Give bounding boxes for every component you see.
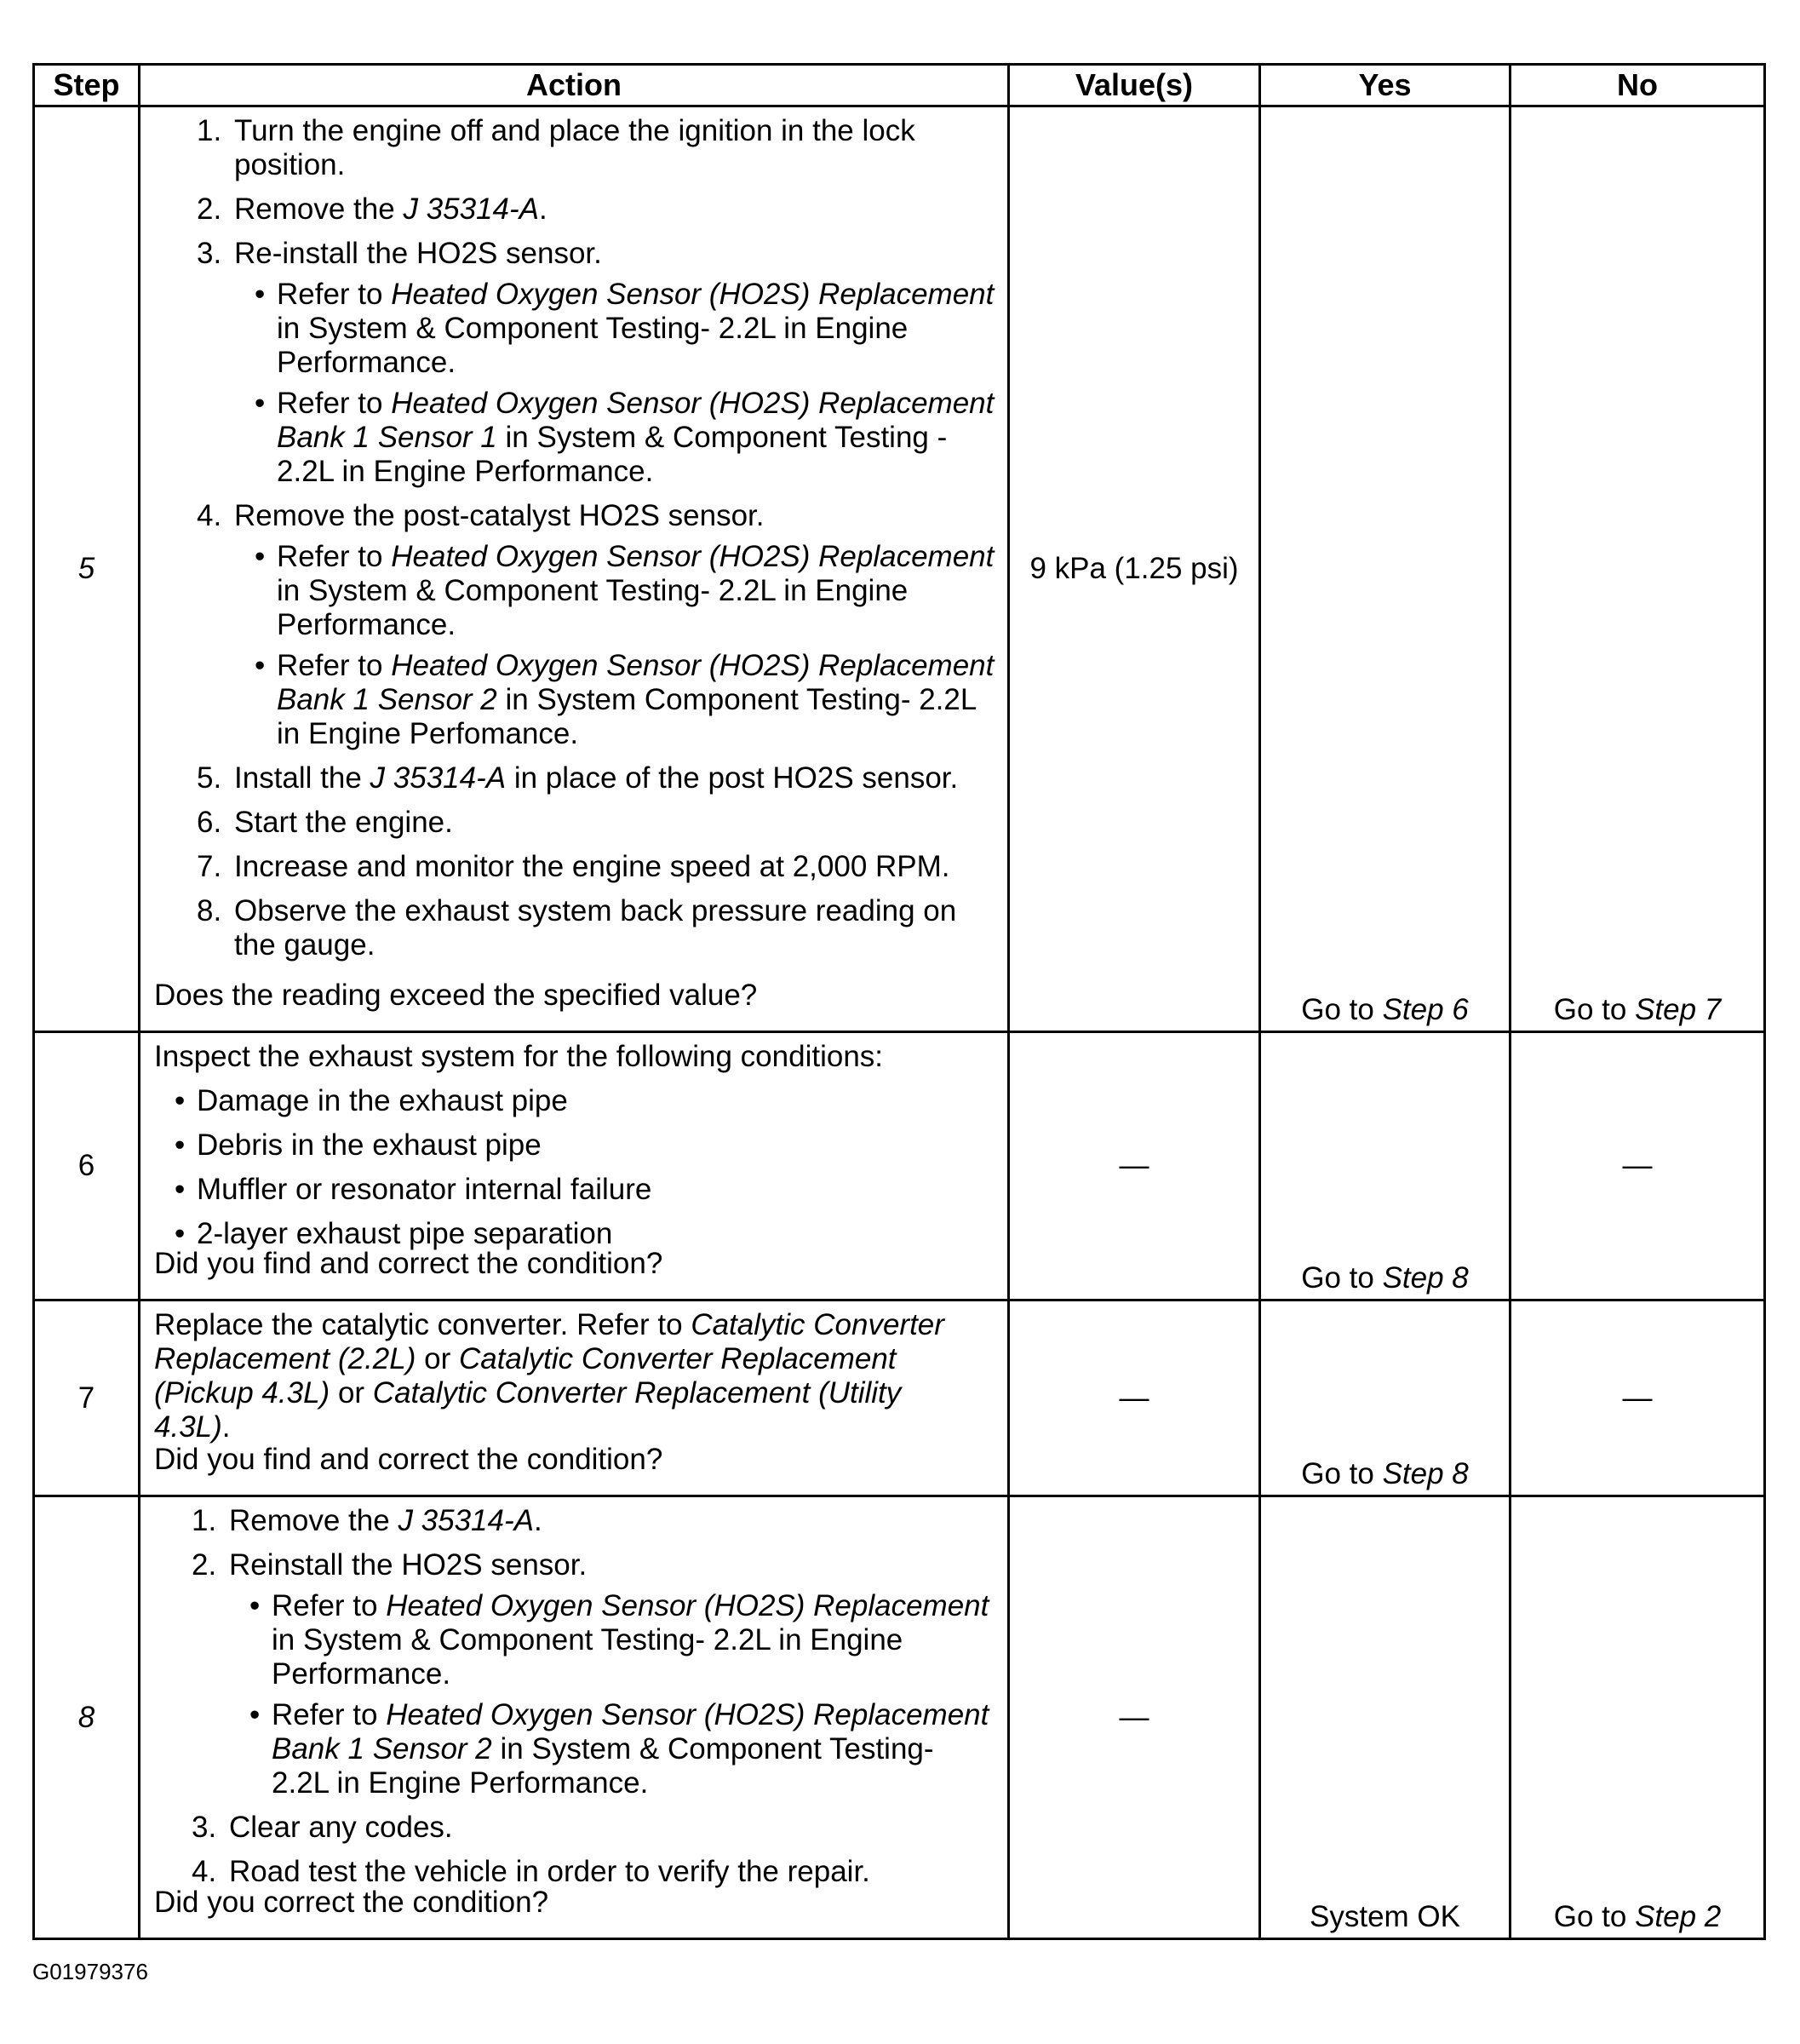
item-number: 3. [197,237,222,270]
yes-answer [1261,1261,1509,1295]
replace-text-part: . [221,1410,231,1444]
answer-step-ref: Step 6 [1382,993,1469,1026]
item-emphasis: Heated Oxygen Sensor (HO2S) Replacement Bank 1 Sensor 1 [277,387,995,454]
dash-value: — [1622,1381,1653,1415]
action-content [140,1301,1007,1482]
step-row-6 [34,1032,1765,1300]
item-emphasis: J 35314-A [398,1504,534,1537]
item-text: Remove the [229,1504,398,1537]
action-cell [140,1496,1009,1939]
yes-answer [1261,993,1509,1027]
item-text: in System & Component Testing- 2.2L in Engine Performance. [272,1623,903,1691]
action-cell [140,1300,1009,1496]
item-number: 4. [192,1855,217,1888]
item-text: Refer to [272,1698,387,1731]
item-number: 3. [192,1811,217,1844]
action-content [140,107,1007,1018]
step-number-text: 6 [77,1149,95,1182]
sub-bullet [241,1698,995,1800]
item-text: . [539,192,547,226]
list-item [163,192,995,227]
list-item [163,806,995,840]
item-text: Refer to [277,278,392,311]
answer-step-ref: Step 8 [1382,1261,1469,1295]
sub-bullet [246,278,995,380]
replace-text-part: or [416,1342,459,1375]
replace-text [154,1308,972,1444]
item-text: Turn the engine off and place the ignition in the lock position. [234,114,915,181]
diagnostic-table [32,63,1766,1940]
list-item [163,894,995,962]
list-item [158,1811,995,1845]
replace-text-part: Replace the catalytic converter. Refer to [154,1308,691,1341]
item-text: Start the engine. [234,806,453,839]
step-number [34,1496,140,1939]
question-text: Did you find and correct the condition? [154,1247,663,1280]
question-text: Does the reading exceed the specified value? [154,979,758,1012]
figure-id: G01979376 [32,1959,148,1984]
item-number: 5. [197,761,222,795]
procedure-reference: Catalytic Converter Replacement (2.2L) [154,1308,944,1375]
action-cell [140,106,1009,1032]
item-number: 2. [197,192,222,226]
sub-bullet [246,649,995,751]
item-text: in System & Component Testing - 2.2L in Engine Performance. [277,421,948,488]
answer-prefix: Go to [1301,1261,1383,1295]
item-number: 7. [197,850,222,883]
condition-item: • Muffler or resonator internal failure [166,1173,995,1207]
sub-bullet-list [246,278,995,489]
item-number: 1. [197,114,222,147]
step-number [34,106,140,1032]
condition-item: • Damage in the exhaust pipe [166,1084,995,1118]
yes-cell [1260,1496,1511,1939]
item-number: 2. [192,1548,217,1582]
sub-bullet [246,540,995,642]
item-text: in System & Component Testing- 2.2L in Engine Performance. [277,574,909,641]
value-cell: 9 kPa (1.25 psi) [1009,106,1260,1032]
step-number [34,1300,140,1496]
value-cell: — [1009,1496,1260,1939]
replace-text-part: or [330,1376,373,1410]
condition-list [166,1084,995,1251]
item-number: 8. [197,894,222,927]
answer-prefix: Go to [1301,993,1383,1026]
header-values: Value(s) [1009,65,1260,106]
item-emphasis: Heated Oxygen Sensor (HO2S) Replacement Bank 1 Sensor 2 [277,649,995,716]
item-text: Remove the [234,192,404,226]
no-cell [1511,1496,1765,1939]
item-number: 1. [192,1504,217,1537]
list-item [158,1504,995,1538]
question-text: Did you correct the condition? [154,1886,549,1919]
value-cell: — [1009,1032,1260,1300]
item-number: 6. [197,806,222,839]
no-cell [1511,1032,1765,1300]
yes-cell [1260,106,1511,1032]
item-text: Observe the exhaust system back pressure reading on the gauge. [234,894,957,962]
procedure-reference: Catalytic Converter Replacement (Pickup 4.3L) [154,1342,897,1410]
item-text: Refer to [272,1589,387,1622]
no-cell [1511,106,1765,1032]
step-number [34,1032,140,1300]
item-text: Road test the vehicle in order to verify the repair. [229,1855,870,1888]
question-text: Did you find and correct the condition? [154,1443,663,1476]
item-text: Re-install the HO2S sensor. [234,237,602,270]
yes-cell [1260,1032,1511,1300]
step-row-8 [34,1496,1765,1939]
list-item [158,1548,995,1800]
sub-bullet-list [241,1589,995,1800]
condition-item: • Debris in the exhaust pipe [166,1128,995,1163]
step-row-7 [34,1300,1765,1496]
step-number-text: 8 [77,1700,95,1734]
header-row [34,65,1765,106]
item-text: Refer to [277,649,392,682]
sub-bullet-list [246,540,995,751]
yes-cell [1260,1300,1511,1496]
answer-prefix: Go to [1301,1457,1383,1490]
item-text: Clear any codes. [229,1811,453,1844]
answer-step-ref: Step 7 [1635,993,1722,1026]
item-text: Refer to [277,387,392,420]
answer-prefix: Go to [1553,993,1636,1026]
list-item [163,850,995,884]
header-step: Step [34,65,140,106]
answer-text: System OK [1310,1900,1460,1933]
value-cell: — [1009,1300,1260,1496]
item-text: in System & Component Testing- 2.2L in Engine Performance. [272,1732,934,1800]
action-list [158,1504,995,1889]
item-text: Reinstall the HO2S sensor. [229,1548,588,1582]
no-answer [1511,1900,1763,1934]
item-emphasis: J 35314-A [370,761,507,795]
item-text: . [534,1504,542,1537]
item-text: in System & Component Testing- 2.2L in Engine Performance. [277,312,909,379]
list-item [163,237,995,489]
item-number: 4. [197,499,222,532]
item-text: in place of the post HO2S sensor. [506,761,959,795]
item-text: Refer to [277,540,392,573]
yes-answer [1261,1900,1509,1934]
sub-bullet [241,1589,995,1691]
action-cell [140,1032,1009,1300]
answer-step-ref: Step 8 [1382,1457,1469,1490]
yes-answer [1261,1457,1509,1491]
header-action: Action [140,65,1009,106]
sub-bullet [246,387,995,489]
item-text: Remove the post-catalyst HO2S sensor. [234,499,765,532]
item-text: Install the [234,761,370,795]
action-content [140,1497,1007,1925]
step-row-5 [34,106,1765,1032]
header-yes: Yes [1260,65,1511,106]
step-number-text: 7 [77,1381,95,1415]
action-list [163,114,995,962]
dash-value: — [1622,1149,1653,1182]
item-text: in System Component Testing- 2.2L in Engine Perfomance. [277,683,977,750]
answer-step-ref: Step 2 [1635,1900,1722,1933]
list-item [158,1855,995,1889]
action-content [140,1033,1007,1286]
list-item [163,114,995,182]
intro-text: Inspect the exhaust system for the following conditions: [154,1040,884,1073]
no-cell [1511,1300,1765,1496]
item-emphasis: Heated Oxygen Sensor (HO2S) Replacement [386,1589,989,1622]
header-no: No [1511,65,1765,106]
procedure-reference: Catalytic Converter Replacement (Utility 4.3L) [154,1376,902,1444]
list-item [163,761,995,795]
condition-item: • 2-layer exhaust pipe separation [166,1217,995,1251]
item-text: Increase and monitor the engine speed at 2,000 RPM. [234,850,950,883]
item-emphasis: J 35314-A [403,192,539,226]
item-emphasis: Heated Oxygen Sensor (HO2S) Replacement Bank 1 Sensor 2 [272,1698,989,1766]
no-answer [1511,993,1763,1027]
item-emphasis: Heated Oxygen Sensor (HO2S) Replacement [391,540,995,573]
list-item [163,499,995,751]
step-number-text: 5 [77,552,95,585]
answer-prefix: Go to [1553,1900,1636,1933]
item-emphasis: Heated Oxygen Sensor (HO2S) Replacement [391,278,995,311]
